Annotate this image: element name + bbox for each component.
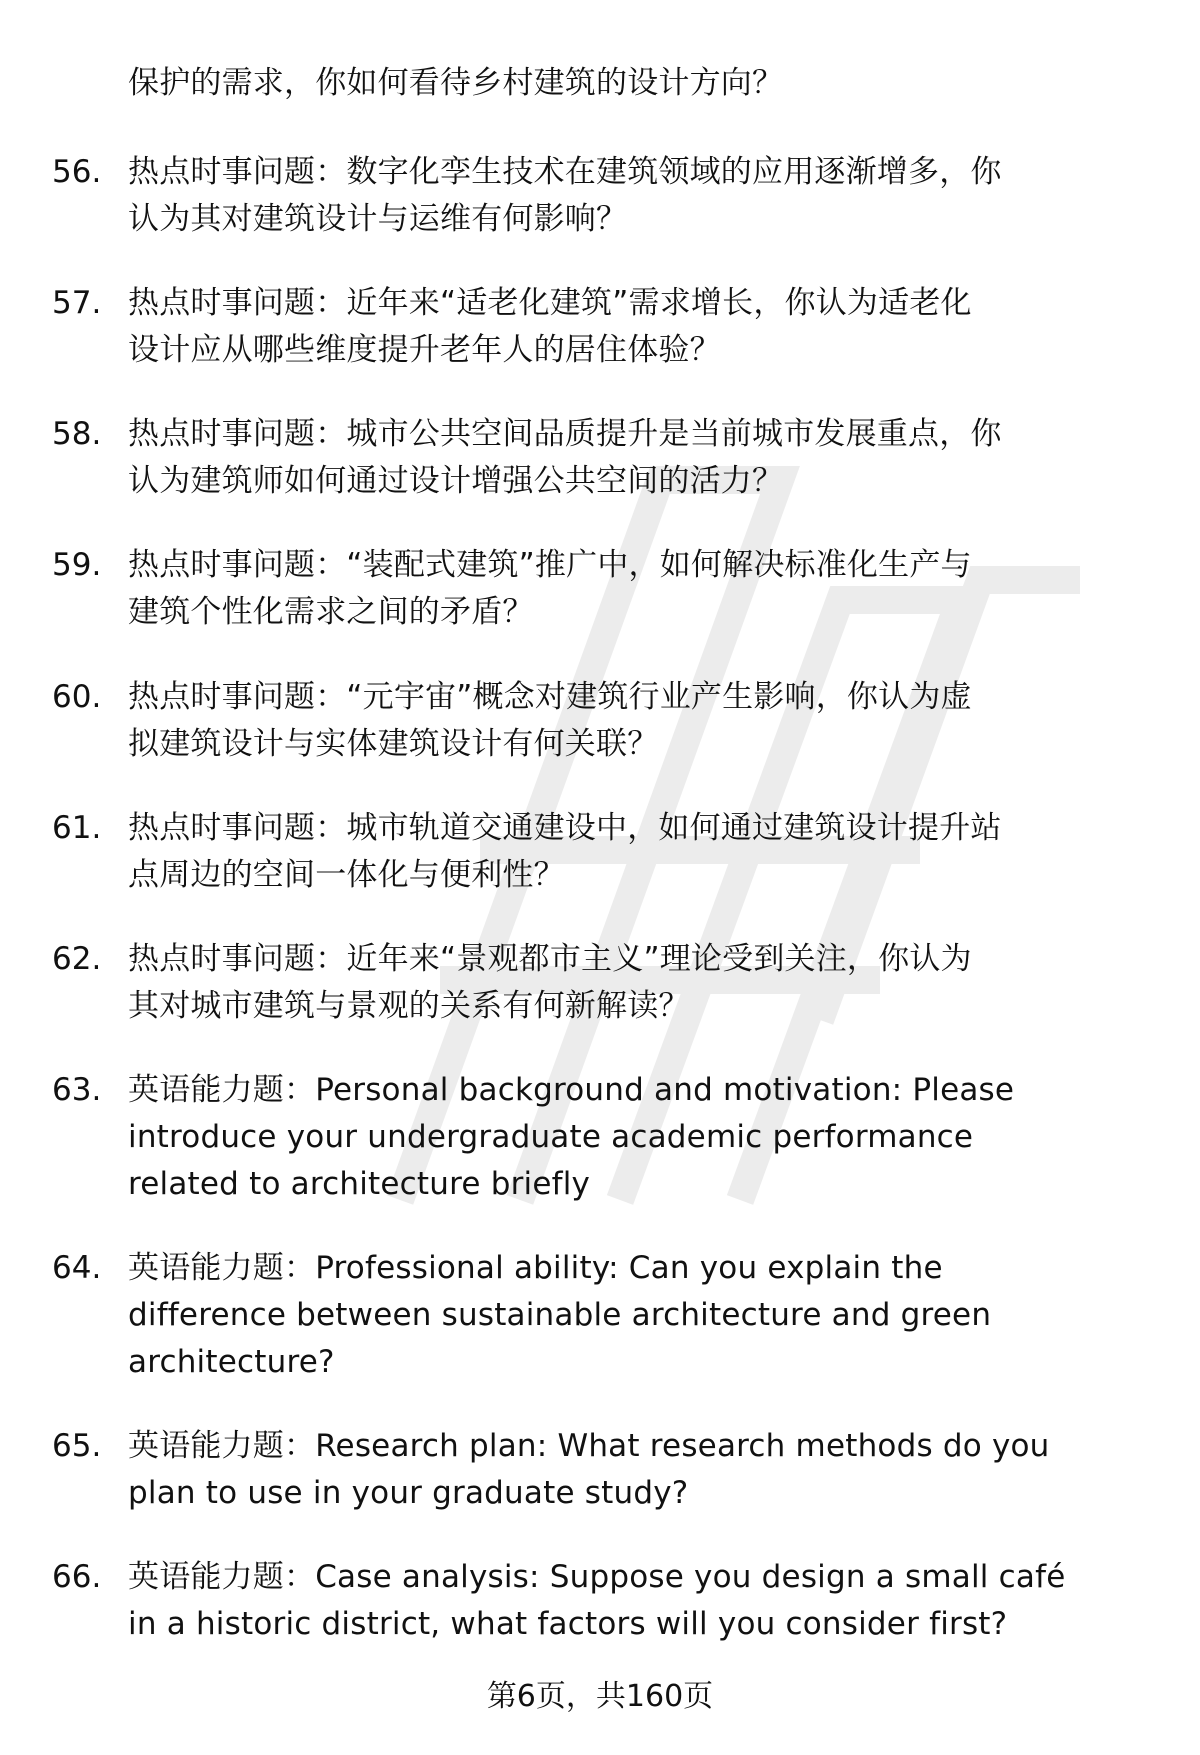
page-footer: 第6页，共160页 — [486, 1679, 714, 1714]
item-number: 66. — [52, 1559, 102, 1595]
item-line: 英语能力题：Personal background and motivation: Please — [128, 1072, 1015, 1108]
item-line: 热点时事问题：“装配式建筑”推广中，如何解决标准化生产与 — [128, 547, 972, 583]
item-line: introduce your undergraduate academic performance — [128, 1119, 974, 1155]
item-line: 英语能力题：Research plan: What research methods do you — [128, 1428, 1050, 1464]
item-number: 59. — [52, 547, 102, 583]
item-line: 热点时事问题：数字化孪生技术在建筑领域的应用逐渐增多，你 — [128, 154, 1002, 190]
item-line: 认为建筑师如何通过设计增强公共空间的活力？ — [128, 463, 784, 499]
item-line: difference between sustainable architecture and green — [128, 1297, 992, 1333]
item-number: 56. — [52, 154, 102, 190]
item-line: plan to use in your graduate study? — [128, 1475, 689, 1511]
item-number: 57. — [52, 285, 102, 321]
item-line: 热点时事问题：“元宇宙”概念对建筑行业产生影响，你认为虚 — [128, 679, 972, 715]
item-line: 设计应从哪些维度提升老年人的居住体验？ — [128, 332, 721, 368]
item-line: 热点时事问题：近年来“适老化建筑”需求增长，你认为适老化 — [128, 285, 972, 321]
item-line: 点周边的空间一体化与便利性？ — [128, 857, 565, 893]
item-line: 热点时事问题：近年来“景观都市主义”理论受到关注，你认为 — [128, 941, 972, 977]
item-number: 64. — [52, 1250, 102, 1286]
item-line: 其对城市建筑与景观的关系有何新解读？ — [128, 988, 690, 1024]
item-number: 58. — [52, 416, 102, 452]
item-line: related to architecture briefly — [128, 1166, 591, 1202]
item-number: 63. — [52, 1072, 102, 1108]
item-line: 英语能力题：Case analysis: Suppose you design a small café — [128, 1559, 1066, 1595]
item-number: 65. — [52, 1428, 102, 1464]
item-line: 建筑个性化需求之间的矛盾？ — [128, 594, 534, 630]
item-line: 拟建筑设计与实体建筑设计有何关联？ — [128, 726, 659, 762]
item-line: 热点时事问题：城市公共空间品质提升是当前城市发展重点，你 — [128, 416, 1002, 452]
item-line: 英语能力题：Professional ability: Can you explain the — [128, 1250, 943, 1286]
item-number: 62. — [52, 941, 102, 977]
item-line: 热点时事问题：城市轨道交通建设中，如何通过建筑设计提升站 — [128, 810, 1002, 846]
continuation-line: 保护的需求，你如何看待乡村建筑的设计方向？ — [128, 65, 784, 101]
item-line: architecture? — [128, 1344, 335, 1380]
item-line: in a historic district, what factors will you consider first? — [128, 1606, 1008, 1642]
item-number: 61. — [52, 810, 102, 846]
item-number: 60. — [52, 679, 102, 715]
item-line: 认为其对建筑设计与运维有何影响？ — [128, 201, 628, 237]
